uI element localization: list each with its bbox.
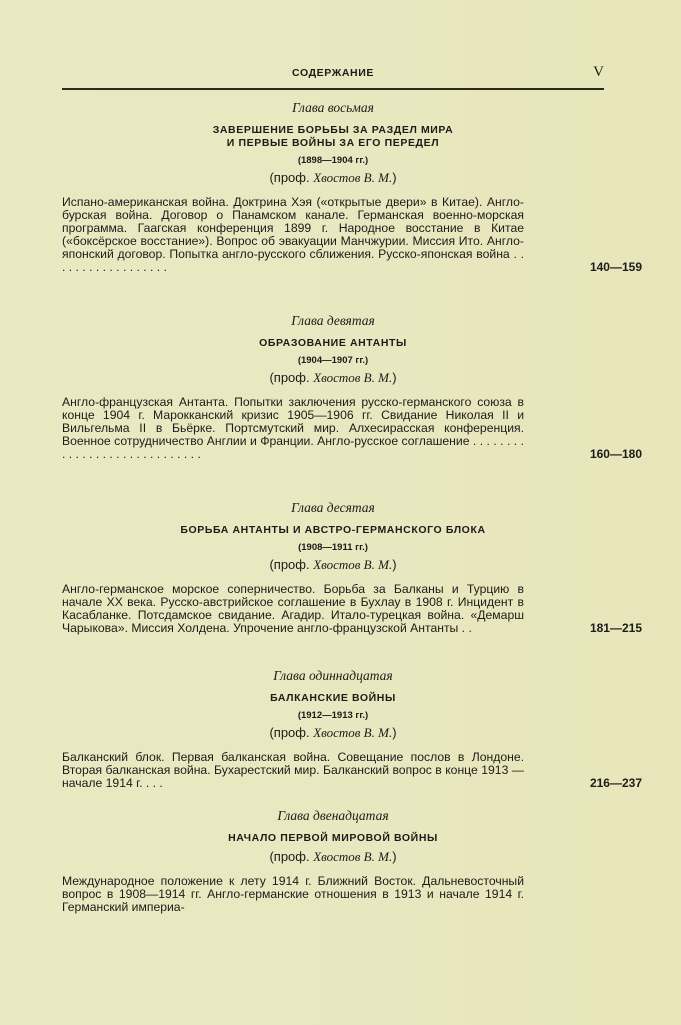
author-name: Хвостов В. М. bbox=[313, 170, 393, 185]
author-name: Хвостов В. М. bbox=[313, 557, 393, 572]
chapter-summary: Испано-американская война. Доктрина Хэя («открытые двери» в Китае). Англо-бурская война. Договор о Панамском канале. Германская военно-морская программа. Гаагская конференция 1899 г. Народное восстание в Китае («боксёрское восстание»). Вопрос об эвакуации Манчжурии. Миссия Ито. Англо-японский договор. Попытка англо-русского сближения. Русско-японская война . . . . . . . . . . . . . . . . . . bbox=[62, 195, 524, 274]
chapter-10 bbox=[62, 500, 642, 635]
author-name: Хвостов В. М. bbox=[313, 725, 393, 740]
chapter-label: Глава двенадцатая bbox=[277, 808, 389, 823]
author-prefix: (проф. bbox=[269, 849, 310, 864]
chapter-years: (1898—1904 гг.) bbox=[297, 155, 369, 166]
chapter-title: ОБРАЗОВАНИЕ АНТАНТЫ bbox=[259, 337, 407, 349]
page-number: V bbox=[593, 64, 604, 80]
chapter-entry bbox=[62, 196, 642, 274]
chapter-entry bbox=[62, 396, 642, 461]
chapter-author bbox=[62, 725, 604, 741]
chapter-entry bbox=[62, 751, 642, 790]
chapter-label: Глава восьмая bbox=[292, 100, 374, 115]
chapter-9 bbox=[62, 313, 642, 461]
page-range[interactable]: 140—159 bbox=[589, 260, 642, 274]
chapter-8 bbox=[62, 100, 642, 274]
author-suffix: ) bbox=[392, 170, 397, 185]
chapter-author bbox=[62, 370, 604, 386]
page-range[interactable]: 216—237 bbox=[589, 776, 642, 790]
author-name: Хвостов В. М. bbox=[313, 849, 393, 864]
chapter-label: Глава девятая bbox=[291, 313, 375, 328]
author-suffix: ) bbox=[392, 725, 397, 740]
chapter-label: Глава десятая bbox=[291, 500, 375, 515]
chapter-summary: Международное положение к лету 1914 г. Ближний Восток. Дальневосточный вопрос в 1908—1914 гг. Англо-германские отношения в 1913 и начале 1914 г. Германский империа- bbox=[62, 874, 524, 914]
page-range[interactable]: 181—215 bbox=[589, 621, 642, 635]
author-prefix: (проф. bbox=[269, 557, 310, 572]
chapter-years: (1904—1907 гг.) bbox=[297, 355, 369, 366]
running-head-title: СОДЕРЖАНИЕ bbox=[292, 67, 374, 79]
chapter-summary: Англо-французская Антанта. Попытки заключения русско-германского союза в конце 1904 г. Марокканский кризис 1905—1906 гг. Свидание Николая II и Вильгельма II в Бьёрке. Портсмутский мир. Алхесирасская конференция. Военное сотрудничество Англии и Франции. Англо-русское соглашение . . . . . . . . . . . . . . . . . . . . . . . . . . . . . bbox=[62, 395, 524, 461]
chapter-title: БАЛКАНСКИЕ ВОЙНЫ bbox=[270, 692, 396, 704]
chapter-11 bbox=[62, 668, 642, 790]
chapter-author bbox=[62, 170, 604, 186]
chapter-summary: Англо-германское морское соперничество. Борьба за Балканы и Турцию в начале XX века. Русско-австрийское соглашение в Бухлау в 1908 г. Инцидент в Касабланке. Потсдамское свидание. Агадир. Итало-турецкая война. «Демарш Чарыкова». Миссия Холдена. Упрочение англо-французской Антанты . . bbox=[62, 582, 524, 635]
author-prefix: (проф. bbox=[269, 170, 310, 185]
chapter-years: (1912—1913 гг.) bbox=[297, 710, 369, 721]
chapter-title: НАЧАЛО ПЕРВОЙ МИРОВОЙ ВОЙНЫ bbox=[228, 832, 438, 844]
chapter-entry bbox=[62, 875, 642, 914]
chapter-title bbox=[62, 124, 604, 150]
chapter-label: Глава одиннадцатая bbox=[273, 668, 393, 683]
page-range[interactable]: 160—180 bbox=[589, 447, 642, 461]
chapter-title-line: ЗАВЕРШЕНИЕ БОРЬБЫ ЗА РАЗДЕЛ МИРА bbox=[212, 124, 454, 136]
author-prefix: (проф. bbox=[269, 725, 310, 740]
chapter-entry bbox=[62, 583, 642, 635]
chapter-title: БОРЬБА АНТАНТЫ И АВСТРО-ГЕРМАНСКОГО БЛОКА bbox=[180, 524, 486, 536]
author-suffix: ) bbox=[392, 370, 397, 385]
author-suffix: ) bbox=[392, 849, 397, 864]
author-prefix: (проф. bbox=[269, 370, 310, 385]
chapter-title-line: И ПЕРВЫЕ ВОЙНЫ ЗА ЕГО ПЕРЕДЕЛ bbox=[226, 137, 440, 149]
author-name: Хвостов В. М. bbox=[313, 370, 393, 385]
running-head bbox=[62, 64, 604, 84]
author-suffix: ) bbox=[392, 557, 397, 572]
header-rule bbox=[62, 88, 604, 90]
chapter-author bbox=[62, 849, 604, 865]
chapter-author bbox=[62, 557, 604, 573]
chapter-summary: Балканский блок. Первая балканская война. Совещание послов в Лондоне. Вторая балканская война. Бухарестский мир. Балканский вопрос в конце 1913 — начале 1914 г. . . . bbox=[62, 750, 524, 790]
chapter-years: (1908—1911 гг.) bbox=[298, 542, 368, 553]
chapter-12 bbox=[62, 808, 642, 914]
